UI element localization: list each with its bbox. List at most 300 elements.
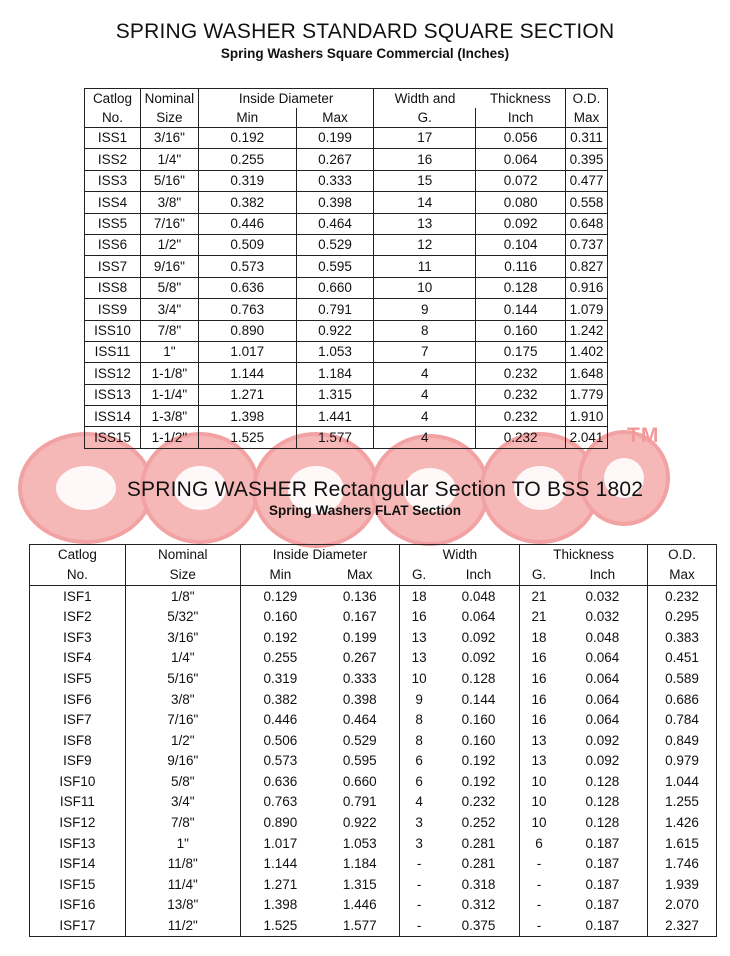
table-cell: 7/16": [125, 710, 240, 731]
table-cell: 6: [520, 833, 558, 854]
header-cell: G.: [400, 565, 438, 586]
table-cell: 1/2": [125, 730, 240, 751]
table-cell: 0.104: [476, 234, 566, 255]
table-cell: ISS9: [85, 299, 141, 320]
table-cell: ISS4: [85, 192, 141, 213]
table-cell: ISF3: [30, 627, 126, 648]
table-cell: 0.464: [320, 710, 400, 731]
table-cell: ISF5: [30, 668, 126, 689]
table-cell: -: [520, 895, 558, 916]
square-section-table: [84, 88, 608, 449]
table-cell: 0.167: [320, 607, 400, 628]
header-cell: Inch: [438, 565, 520, 586]
table-cell: ISF14: [30, 854, 126, 875]
table-cell: 0.477: [566, 170, 608, 191]
table-cell: ISS7: [85, 256, 141, 277]
table-cell: 0.395: [566, 149, 608, 170]
table-row: [30, 648, 717, 669]
table-cell: ISF8: [30, 730, 126, 751]
header-cell: Size: [140, 108, 198, 128]
table-cell: 1.525: [198, 427, 296, 448]
table-cell: 13/8": [125, 895, 240, 916]
table-cell: 0.382: [240, 689, 320, 710]
table-row: [85, 256, 608, 277]
table1-header-row2: [85, 108, 608, 128]
header-cell: Nominal: [140, 89, 198, 109]
table-cell: 1.779: [566, 384, 608, 405]
table-cell: 13: [374, 213, 476, 234]
table-cell: 0.136: [320, 586, 400, 607]
table-cell: ISF10: [30, 771, 126, 792]
table-cell: -: [400, 874, 438, 895]
table-cell: 7/8": [125, 813, 240, 834]
table-cell: 0.232: [438, 792, 520, 813]
table-cell: 0.192: [240, 627, 320, 648]
table-cell: 0.116: [476, 256, 566, 277]
table1-header-row1: [85, 89, 608, 109]
header-cell: Max: [566, 108, 608, 128]
table-cell: 1.577: [320, 916, 400, 937]
table-cell: 4: [374, 363, 476, 384]
table-cell: 0.192: [438, 751, 520, 772]
table-cell: 3/8": [125, 689, 240, 710]
table-cell: 13: [400, 627, 438, 648]
table-cell: 4: [374, 406, 476, 427]
table-row: [85, 170, 608, 191]
header-cell: G.: [374, 108, 476, 128]
table2-title: SPRING WASHER Rectangular Section TO BSS 1802: [126, 478, 644, 501]
table-cell: ISF12: [30, 813, 126, 834]
table-cell: 0.529: [320, 730, 400, 751]
table-cell: 11: [374, 256, 476, 277]
table-cell: 0.160: [476, 320, 566, 341]
table-cell: ISF2: [30, 607, 126, 628]
table-cell: 0.398: [296, 192, 374, 213]
table-row: [30, 689, 717, 710]
table-cell: 1.144: [198, 363, 296, 384]
table-cell: 1-1/8": [140, 363, 198, 384]
table-row: [85, 363, 608, 384]
table-cell: 0.916: [566, 277, 608, 298]
table-cell: 1.441: [296, 406, 374, 427]
table-cell: 1.315: [296, 384, 374, 405]
table-cell: 0.232: [476, 363, 566, 384]
table-row: [30, 916, 717, 937]
table-cell: 0.737: [566, 234, 608, 255]
table-cell: 0.383: [648, 627, 717, 648]
table-cell: 0.451: [648, 648, 717, 669]
table-cell: 16: [520, 689, 558, 710]
table-cell: ISF4: [30, 648, 126, 669]
table-cell: 1.426: [648, 813, 717, 834]
table-cell: 0.558: [566, 192, 608, 213]
table-cell: 0.092: [438, 627, 520, 648]
table-cell: 1.746: [648, 854, 717, 875]
table-row: [85, 320, 608, 341]
table-row: [30, 751, 717, 772]
table-cell: ISF6: [30, 689, 126, 710]
table-row: [30, 874, 717, 895]
table-cell: 0.232: [476, 427, 566, 448]
header-cell: Inch: [476, 108, 566, 128]
table-cell: 15: [374, 170, 476, 191]
table-cell: 0.255: [198, 149, 296, 170]
table-cell: 1.017: [240, 833, 320, 854]
table1-subtitle: Spring Washers Square Commercial (Inches): [220, 46, 510, 61]
table-cell: 0.312: [438, 895, 520, 916]
table-cell: 7/16": [140, 213, 198, 234]
table-cell: 0.187: [558, 854, 648, 875]
table-cell: 0.128: [558, 792, 648, 813]
table-cell: 0.144: [476, 299, 566, 320]
table-cell: 8: [400, 710, 438, 731]
table-row: [85, 149, 608, 170]
table-cell: 0.763: [240, 792, 320, 813]
table-cell: 0.092: [438, 648, 520, 669]
table-cell: 0.032: [558, 607, 648, 628]
table-cell: 6: [400, 771, 438, 792]
table-row: [30, 895, 717, 916]
table-cell: 1.053: [296, 341, 374, 362]
table-cell: 1.184: [296, 363, 374, 384]
table-row: [85, 299, 608, 320]
table-cell: 11/2": [125, 916, 240, 937]
table-cell: 3/16": [140, 128, 198, 149]
table-cell: 5/8": [140, 277, 198, 298]
table-cell: 11/4": [125, 874, 240, 895]
table-cell: 1.255: [648, 792, 717, 813]
table-cell: 0.032: [558, 586, 648, 607]
table-cell: 1.446: [320, 895, 400, 916]
table-cell: 16: [374, 149, 476, 170]
table-cell: 0.187: [558, 916, 648, 937]
table-cell: 1.017: [198, 341, 296, 362]
header-cell: O.D.: [566, 89, 608, 109]
table-cell: 1.144: [240, 854, 320, 875]
table1-title: SPRING WASHER STANDARD SQUARE SECTION: [115, 20, 615, 43]
table-cell: 0.648: [566, 213, 608, 234]
table-cell: 0.573: [240, 751, 320, 772]
table-cell: 0.333: [320, 668, 400, 689]
table-cell: 0.446: [198, 213, 296, 234]
table-cell: 1/8": [125, 586, 240, 607]
table-cell: 0.464: [296, 213, 374, 234]
table-cell: 9/16": [125, 751, 240, 772]
table-cell: 0.509: [198, 234, 296, 255]
table-row: [30, 668, 717, 689]
header-cell: Width: [400, 545, 520, 566]
table-cell: ISF16: [30, 895, 126, 916]
table-cell: 0.048: [558, 627, 648, 648]
table-cell: 3/4": [140, 299, 198, 320]
table-cell: 0.255: [240, 648, 320, 669]
table-cell: 7/8": [140, 320, 198, 341]
table-cell: 1.402: [566, 341, 608, 362]
table-cell: ISS6: [85, 234, 141, 255]
header-cell: Thickness: [520, 545, 648, 566]
table-row: [85, 234, 608, 255]
table-cell: 0.922: [320, 813, 400, 834]
table-cell: 3/4": [125, 792, 240, 813]
table-cell: 0.595: [320, 751, 400, 772]
table-cell: 0.267: [296, 149, 374, 170]
table-cell: 13: [520, 751, 558, 772]
header-cell: Catlog: [30, 545, 126, 566]
table-row: [30, 792, 717, 813]
table-cell: -: [400, 854, 438, 875]
table-cell: 0.092: [476, 213, 566, 234]
table-cell: 0.064: [476, 149, 566, 170]
table-cell: 1.271: [240, 874, 320, 895]
table-cell: 1.079: [566, 299, 608, 320]
table-cell: 2.070: [648, 895, 717, 916]
table-cell: 1.577: [296, 427, 374, 448]
header-cell: Max: [320, 565, 400, 586]
table-cell: ISF15: [30, 874, 126, 895]
table-cell: 0.064: [558, 648, 648, 669]
table-cell: 21: [520, 607, 558, 628]
table-cell: 6: [400, 751, 438, 772]
table-row: [30, 627, 717, 648]
table-cell: 0.660: [320, 771, 400, 792]
table-cell: 7: [374, 341, 476, 362]
table-cell: 2.327: [648, 916, 717, 937]
table-cell: 4: [374, 384, 476, 405]
watermark-tm: TM: [627, 424, 660, 447]
table-cell: 0.187: [558, 874, 648, 895]
table-cell: 0.660: [296, 277, 374, 298]
header-cell: Inside Diameter: [240, 545, 400, 566]
table-cell: 0.382: [198, 192, 296, 213]
table-cell: 16: [520, 648, 558, 669]
table-cell: 1.044: [648, 771, 717, 792]
table-row: [30, 586, 717, 607]
header-cell: Width and: [374, 89, 476, 109]
table-cell: 0.064: [558, 710, 648, 731]
header-cell: O.D.: [648, 545, 717, 566]
table-cell: 3/8": [140, 192, 198, 213]
table-cell: 0.192: [198, 128, 296, 149]
table-cell: ISS1: [85, 128, 141, 149]
table-cell: 0.232: [476, 384, 566, 405]
table-cell: 1.525: [240, 916, 320, 937]
table-cell: 0.072: [476, 170, 566, 191]
table-cell: 1": [140, 341, 198, 362]
table-cell: 0.092: [558, 730, 648, 751]
table-cell: 0.129: [240, 586, 320, 607]
table-cell: 13: [400, 648, 438, 669]
table-cell: 21: [520, 586, 558, 607]
table-row: [85, 427, 608, 448]
table-cell: 0.506: [240, 730, 320, 751]
table-cell: ISF17: [30, 916, 126, 937]
table-cell: 0.333: [296, 170, 374, 191]
table-cell: 0.175: [476, 341, 566, 362]
header-cell: Catlog: [85, 89, 141, 109]
table-cell: ISF1: [30, 586, 126, 607]
header-cell: Max: [296, 108, 374, 128]
table-row: [85, 406, 608, 427]
header-cell: G.: [520, 565, 558, 586]
table-cell: ISS5: [85, 213, 141, 234]
table-cell: -: [520, 854, 558, 875]
table-cell: 1.271: [198, 384, 296, 405]
table-cell: 0.281: [438, 854, 520, 875]
table-cell: 0.589: [648, 668, 717, 689]
header-cell: Min: [198, 108, 296, 128]
table-cell: 0.128: [476, 277, 566, 298]
header-cell: No.: [85, 108, 141, 128]
table-cell: 8: [400, 730, 438, 751]
table-row: [85, 384, 608, 405]
table-cell: 0.252: [438, 813, 520, 834]
table-cell: 0.187: [558, 895, 648, 916]
table-cell: 0.092: [558, 751, 648, 772]
table-cell: 9: [374, 299, 476, 320]
table-cell: 18: [400, 586, 438, 607]
flat-section-table: [29, 544, 717, 937]
header-cell: Nominal: [125, 545, 240, 566]
table-cell: 16: [520, 710, 558, 731]
table-cell: 3: [400, 833, 438, 854]
table-cell: 0.784: [648, 710, 717, 731]
table-cell: 1-1/4": [140, 384, 198, 405]
table-cell: ISS15: [85, 427, 141, 448]
table-cell: 5/16": [140, 170, 198, 191]
table-cell: 0.573: [198, 256, 296, 277]
table-cell: 1.398: [198, 406, 296, 427]
table-cell: 0.319: [198, 170, 296, 191]
table-cell: ISS11: [85, 341, 141, 362]
table-cell: 12: [374, 234, 476, 255]
table-cell: 0.267: [320, 648, 400, 669]
table-cell: ISS8: [85, 277, 141, 298]
table-cell: -: [400, 916, 438, 937]
table-row: [30, 730, 717, 751]
table-cell: 0.979: [648, 751, 717, 772]
table-cell: 0.064: [558, 668, 648, 689]
table-cell: 10: [520, 771, 558, 792]
table-row: [30, 854, 717, 875]
table-row: [30, 710, 717, 731]
header-cell: Min: [240, 565, 320, 586]
table-cell: 16: [400, 607, 438, 628]
table-cell: 9/16": [140, 256, 198, 277]
table-cell: 0.199: [296, 128, 374, 149]
table-row: [30, 813, 717, 834]
table-cell: 1/2": [140, 234, 198, 255]
table-cell: 0.922: [296, 320, 374, 341]
table-cell: 1.315: [320, 874, 400, 895]
table-cell: 0.311: [566, 128, 608, 149]
table-cell: 0.281: [438, 833, 520, 854]
table-cell: 1.053: [320, 833, 400, 854]
table-cell: 1.615: [648, 833, 717, 854]
table-cell: ISF13: [30, 833, 126, 854]
table-row: [30, 771, 717, 792]
table-cell: 0.763: [198, 299, 296, 320]
table-cell: ISF7: [30, 710, 126, 731]
table-row: [85, 128, 608, 149]
table-cell: 1/4": [125, 648, 240, 669]
table-row: [30, 607, 717, 628]
table-row: [85, 341, 608, 362]
table-cell: 0.446: [240, 710, 320, 731]
table-cell: 0.064: [438, 607, 520, 628]
table-cell: 0.056: [476, 128, 566, 149]
table-row: [30, 833, 717, 854]
table-cell: 10: [400, 668, 438, 689]
table-cell: 3/16": [125, 627, 240, 648]
table-cell: 0.160: [438, 730, 520, 751]
table-cell: 5/16": [125, 668, 240, 689]
table-cell: 0.160: [438, 710, 520, 731]
header-cell: Max: [648, 565, 717, 586]
table-cell: ISS13: [85, 384, 141, 405]
table2-header-row2: [30, 565, 717, 586]
table-cell: -: [520, 916, 558, 937]
table-cell: 0.636: [198, 277, 296, 298]
table-cell: 0.529: [296, 234, 374, 255]
table-cell: 0.398: [320, 689, 400, 710]
table-cell: 0.048: [438, 586, 520, 607]
table-cell: 4: [374, 427, 476, 448]
table-cell: 0.128: [558, 813, 648, 834]
table-cell: 3: [400, 813, 438, 834]
table-row: [85, 213, 608, 234]
header-cell: Thickness: [476, 89, 566, 109]
table2-subtitle: Spring Washers FLAT Section: [268, 503, 462, 518]
table-cell: 2.041: [566, 427, 608, 448]
table-cell: 0.849: [648, 730, 717, 751]
table-cell: 0.160: [240, 607, 320, 628]
table-cell: 4: [400, 792, 438, 813]
table-cell: 8: [374, 320, 476, 341]
table-cell: ISS3: [85, 170, 141, 191]
table-cell: 1.184: [320, 854, 400, 875]
table-cell: 0.064: [558, 689, 648, 710]
table-cell: ISS12: [85, 363, 141, 384]
table-cell: 18: [520, 627, 558, 648]
table-cell: 10: [520, 813, 558, 834]
table-row: [85, 277, 608, 298]
header-cell: Size: [125, 565, 240, 586]
table-cell: 1.648: [566, 363, 608, 384]
table-cell: 0.827: [566, 256, 608, 277]
table-cell: 0.080: [476, 192, 566, 213]
table-cell: 9: [400, 689, 438, 710]
table-cell: -: [520, 874, 558, 895]
table-cell: ISS14: [85, 406, 141, 427]
table-row: [85, 192, 608, 213]
table-cell: 0.295: [648, 607, 717, 628]
header-cell: Inch: [558, 565, 648, 586]
table-cell: 0.144: [438, 689, 520, 710]
table-cell: 0.686: [648, 689, 717, 710]
table-cell: 0.232: [648, 586, 717, 607]
header-cell: Inside Diameter: [198, 89, 374, 109]
table-cell: 1.939: [648, 874, 717, 895]
table-cell: 1.242: [566, 320, 608, 341]
table-cell: 5/8": [125, 771, 240, 792]
table-cell: 1-3/8": [140, 406, 198, 427]
table-cell: 1.398: [240, 895, 320, 916]
table-cell: 0.128: [438, 668, 520, 689]
table-cell: 0.232: [476, 406, 566, 427]
table-cell: 1.910: [566, 406, 608, 427]
table-cell: 0.319: [240, 668, 320, 689]
table-cell: 0.890: [198, 320, 296, 341]
